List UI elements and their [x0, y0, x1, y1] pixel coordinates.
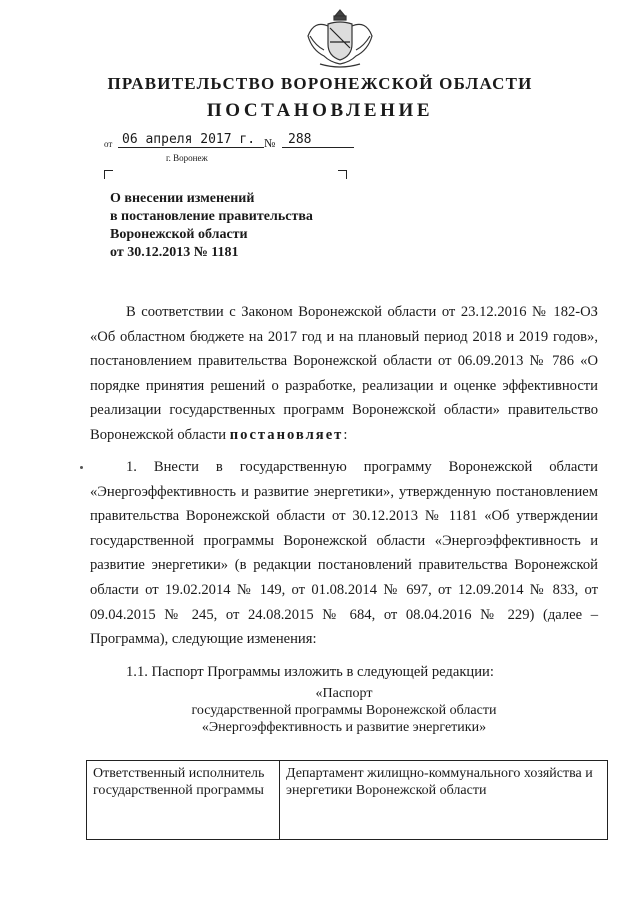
scan-mark	[80, 466, 83, 469]
preamble-paragraph	[90, 300, 598, 448]
government-title: ПРАВИТЕЛЬСТВО ВОРОНЕЖСКОЙ ОБЛАСТИ	[107, 74, 533, 93]
subject-line: О внесении изменений	[110, 191, 255, 206]
city-label: г. Воронеж	[166, 153, 208, 163]
subject-line: Воронежской области	[110, 227, 248, 242]
date-prefix: от	[104, 139, 113, 149]
table-cell-value: Департамент жилищно-коммунального хозяйства и энергетики Воронежской области	[280, 761, 608, 840]
number-label: №	[264, 136, 276, 150]
table-cell-label: Ответственный исполнитель государственной программы	[87, 761, 280, 840]
document-subject	[110, 190, 390, 262]
passport-heading-line: «Паспорт	[315, 686, 373, 701]
subject-line: в постановление правительства	[110, 209, 313, 224]
item-1-1-paragraph: 1.1. Паспорт Программы изложить в следующей редакции:	[126, 664, 494, 680]
date-number-row	[104, 132, 404, 152]
document-type: ПОСТАНОВЛЕНИЕ	[206, 100, 434, 121]
decree-word: постановляет	[229, 426, 344, 443]
passport-heading	[90, 685, 598, 736]
item-1-paragraph: 1. Внести в государственную программу Воронежской области «Энергоэффективность и развитие энергетики», утвержденную постановлением правительства Воронежской области от 30.12.2013 № 1181 «Об утверждении государственной программы Воронежской области «Энергоэффективность и развитие энергетики» (в редакции постановлений правительства Воронежской области от 19.02.2014 № 149, от 01.08.2014 № 697, от 12.09.2014 № 833, от 09.04.2015 № 245, от 24.08.2015 № 684, от 08.04.2016 № 229) (далее – Программа), следующие изменения:	[90, 459, 598, 648]
corner-bracket-right	[338, 170, 347, 179]
passport-heading-line: «Энергоэффективность и развитие энергетики»	[201, 720, 487, 735]
document-date: 06 апреля 2017 г.	[118, 132, 264, 148]
passport-table	[86, 760, 608, 840]
subject-line: от 30.12.2013 № 1181	[110, 245, 239, 260]
document-number: 288	[282, 132, 354, 148]
preamble-text: В соответствии с Законом Воронежской области от 23.12.2016 № 182-ОЗ «Об областном бюджете на 2017 год и на плановый период 2018 и 2019 годов», постановлением правительства Воронежской области от 06.09.2013 № 786 «О порядке принятия решений о разработке, реализации и оценке эффективности реализации государственных программ Воронежской области» правительство Воронежской области	[90, 304, 598, 443]
preamble-end: :	[343, 426, 348, 443]
corner-bracket-left	[104, 170, 113, 179]
coat-of-arms-emblem	[300, 6, 380, 72]
passport-heading-line: государственной программы Воронежской области	[191, 703, 497, 718]
table-row	[87, 761, 608, 840]
